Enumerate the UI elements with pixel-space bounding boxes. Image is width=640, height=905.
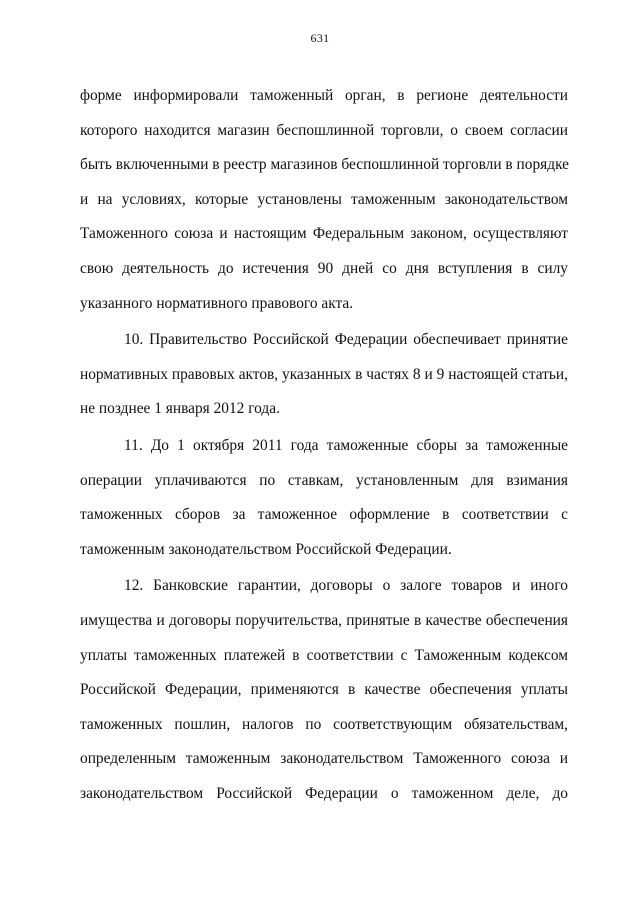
text-line: форме информировали таможенный орган, в регионе деятельности — [80, 87, 568, 104]
text-line: определенным таможенным законодательством Таможенного союза и — [80, 750, 568, 768]
paragraph-item-10 — [80, 327, 568, 431]
text-line: и на условиях, которые установлены таможенным законодательством — [80, 190, 568, 208]
text-line: Таможенного союза и настоящим Федеральным законом, осуществляют — [80, 225, 568, 243]
text-line: не позднее 1 января 2012 года. — [80, 400, 280, 418]
text-line: указанного нормативного правового акта. — [80, 294, 354, 312]
text-line: законодательством Российской Федерации о таможенном деле, до — [80, 784, 568, 802]
text-line: операции уплачиваются по ставкам, установленным для взимания — [80, 471, 568, 489]
text-line: 12. Банковские гарантии, договоры о залоге товаров и иного — [124, 577, 568, 595]
text-line: уплаты таможенных платежей в соответствии с Таможенным кодексом — [80, 646, 568, 664]
document-body — [80, 83, 568, 815]
text-line: таможенных пошлин, налогов по соответствующим обязательствам, — [80, 715, 568, 733]
text-line: имущества и договоры поручительства, принятые в качестве обеспечения — [80, 611, 568, 629]
text-line: которого находится магазин беспошлинной торговли, о своем согласии — [80, 121, 568, 139]
paragraph-1 — [80, 83, 568, 325]
text-line: таможенным законодательством Российской Федерации. — [80, 540, 452, 558]
text-line: быть включенными в реестр магазинов беспошлинной торговли в порядке — [80, 156, 569, 174]
text-line: 11. До 1 октября 2011 года таможенные сборы за таможенные — [124, 436, 568, 454]
paragraph-item-11 — [80, 433, 568, 571]
text-line: нормативных правовых актов, указанных в частях 8 и 9 настоящей статьи, — [80, 365, 568, 383]
text-line: таможенных сборов за таможенное оформление в соответствии с — [80, 506, 568, 524]
text-line: свою деятельность до истечения 90 дней со дня вступления в силу — [80, 259, 568, 277]
paragraph-item-12 — [80, 573, 568, 815]
text-line: Российской Федерации, применяются в качестве обеспечения уплаты — [80, 681, 568, 699]
page-number: 631 — [310, 31, 330, 45]
text-line: 10. Правительство Российской Федерации обеспечивает принятие — [124, 331, 568, 349]
